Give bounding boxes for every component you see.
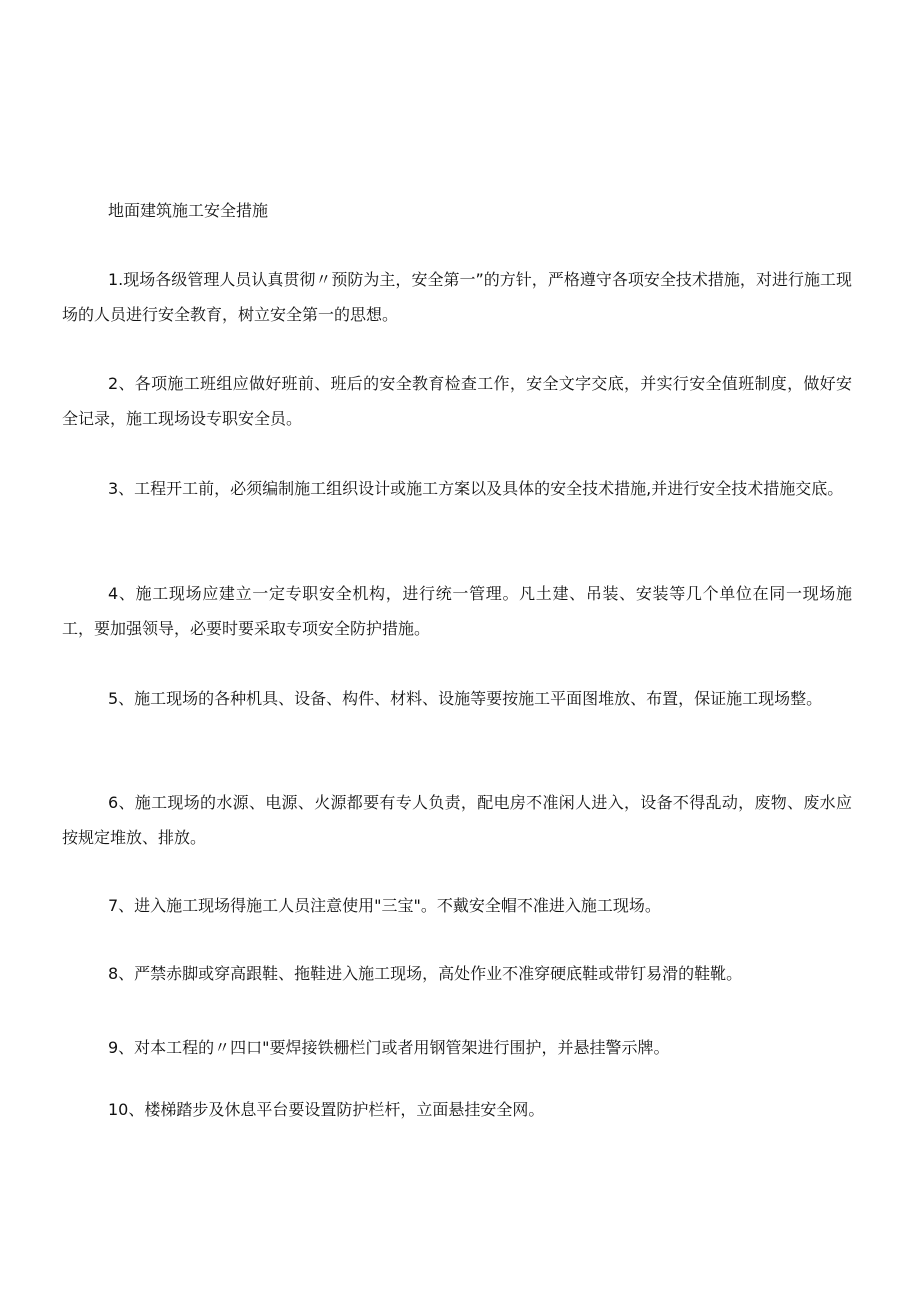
- paragraph-2: 2、各项施工班组应做好班前、班后的安全教育检查工作，安全文字交底，并实行安全值班制度，做好安全记录，施工现场设专职安全员。: [62, 374, 852, 428]
- paragraph-10: 10、楼梯踏步及休息平台要设置防护栏杆，立面悬挂安全网。: [108, 1100, 545, 1119]
- paragraph-8: 8、严禁赤脚或穿高跟鞋、拖鞋进入施工现场，高处作业不准穿硬底鞋或带钉易滑的鞋靴。: [108, 964, 743, 983]
- paragraph-7: 7、进入施工现场得施工人员注意使用"三宝"。不戴安全帽不准进入施工现场。: [108, 896, 661, 915]
- paragraph-1: 1.现场各级管理人员认真贯彻〃预防为主，安全第一”的方针，严格遵守各项安全技术措施，对进行施工现场的人员进行安全教育，树立安全第一的思想。: [62, 270, 852, 324]
- paragraph-3: 3、工程开工前，必须编制施工组织设计或施工方案以及具体的安全技术措施,并进行安全技术措施交底。: [108, 479, 844, 498]
- paragraph-4: 4、施工现场应建立一定专职安全机构，进行统一管理。凡土建、吊装、安装等几个单位在同一现场施工，要加强领导，必要时要采取专项安全防护措施。: [62, 584, 852, 638]
- paragraph-5: 5、施工现场的各种机具、设备、构件、材料、设施等要按施工平面图堆放、布置，保证施工现场整。: [108, 689, 823, 708]
- paragraph-9: 9、对本工程的〃四口"要焊接铁栅栏门或者用钢管架进行围护，并悬挂警示牌。: [108, 1038, 670, 1057]
- document-title: 地面建筑施工安全措施: [108, 201, 269, 220]
- paragraph-6: 6、施工现场的水源、电源、火源都要有专人负责，配电房不准闲人进入，设备不得乱动，废物、废水应按规定堆放、排放。: [62, 793, 852, 847]
